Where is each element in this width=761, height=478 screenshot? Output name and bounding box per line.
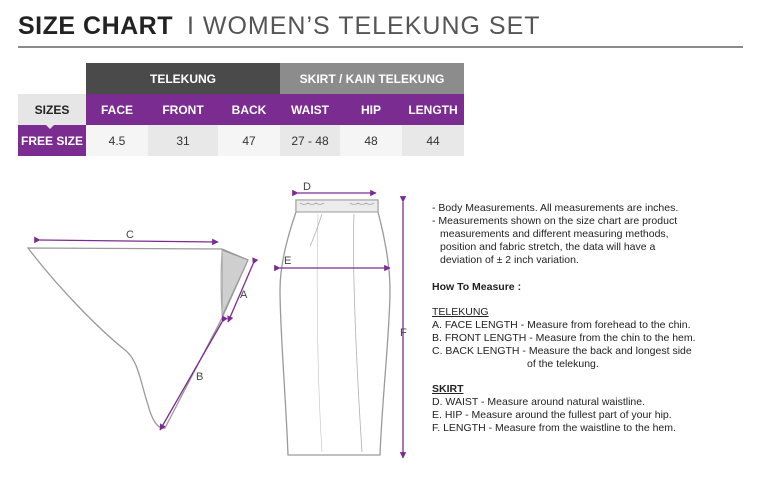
measurement-notes [432, 202, 752, 435]
label-f: F [400, 327, 407, 339]
free-size-label: FREE SIZE [18, 125, 86, 156]
note-line: position and fabric stretch, the data will have a [440, 241, 656, 253]
col-hip: HIP [340, 94, 402, 125]
label-e: E [284, 255, 292, 267]
note-line: - Measurements shown on the size chart are product [432, 215, 678, 227]
col-back: BACK [218, 94, 280, 125]
col-front: FRONT [148, 94, 218, 125]
value-waist: 27 - 48 [280, 125, 340, 156]
label-a: A [240, 289, 248, 301]
title-bold: SIZE CHART [18, 12, 173, 40]
telekung-drawing [28, 248, 248, 428]
how-to-heading: How To Measure : [432, 281, 522, 293]
value-back: 47 [218, 125, 280, 156]
note-line: - Body Measurements. All measurements are inches. [432, 202, 679, 214]
skirt-item: F. LENGTH - Measure from the waistline to the hem. [432, 422, 676, 434]
col-face: FACE [86, 94, 148, 125]
telekung-item: B. FRONT LENGTH - Measure from the chin to the hem. [432, 332, 696, 344]
telekung-item: C. BACK LENGTH - Measure the back and longest side [432, 345, 692, 357]
note-line: deviation of ± 2 inch variation. [440, 254, 579, 266]
title-light: I WOMEN’S TELEKUNG SET [187, 12, 541, 40]
skirt-drawing [280, 200, 390, 455]
label-c: C [126, 229, 134, 241]
col-waist: WAIST [280, 94, 340, 125]
note-line: measurements and different measuring methods, [440, 228, 669, 240]
value-front: 31 [148, 125, 218, 156]
group-telekung: TELEKUNG [86, 63, 280, 94]
sizes-header: SIZES [18, 94, 86, 125]
value-face: 4.5 [86, 125, 148, 156]
col-length: LENGTH [402, 94, 464, 125]
label-b: B [196, 371, 204, 383]
skirt-item: D. WAIST - Measure around natural waistline. [432, 396, 646, 408]
skirt-heading: SKIRT [432, 383, 464, 395]
group-skirt: SKIRT / KAIN TELEKUNG [280, 63, 464, 94]
value-length: 44 [402, 125, 464, 156]
telekung-item: of the telekung. [527, 358, 599, 370]
telekung-heading: TELEKUNG [432, 306, 489, 318]
skirt-item: E. HIP - Measure around the fullest part of your hip. [432, 409, 672, 421]
telekung-item: A. FACE LENGTH - Measure from forehead to the chin. [432, 319, 691, 331]
label-d: D [303, 181, 311, 193]
value-hip: 48 [340, 125, 402, 156]
